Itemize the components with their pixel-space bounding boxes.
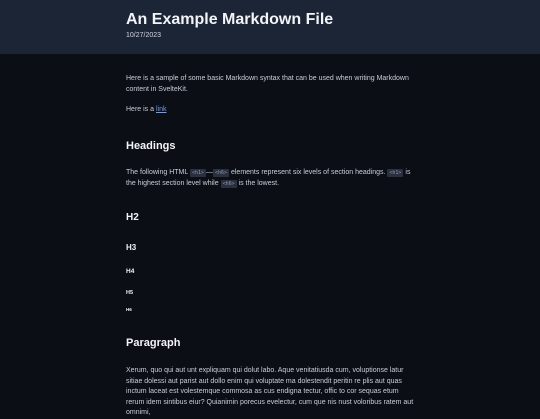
page-header xyxy=(0,0,540,54)
headings-text-2: elements represent six levels of section headings. xyxy=(229,169,388,176)
dash: — xyxy=(205,169,213,176)
heading-h4: H4 xyxy=(126,268,135,275)
intro-paragraph: Here is a sample of some basic Markdown syntax that can be used when writing Markdown content in SvelteKit. xyxy=(126,75,409,93)
headings-description xyxy=(126,168,416,189)
code-h1: <h1> xyxy=(191,170,204,176)
paragraph-heading: Paragraph xyxy=(126,337,181,349)
headings-paragraph xyxy=(126,168,416,189)
code-h6: <h6> xyxy=(214,170,228,176)
intro-section xyxy=(126,74,416,116)
headings-text-3: is the highest section level while xyxy=(126,169,411,187)
headings-heading: Headings xyxy=(126,140,176,152)
paragraph-body: Xerum, quo qui aut unt expliquam qui dolut labo. Aque venitatiusda cum, voluptionse latur sitiae dolessi aut parist aut dollo enim qui voluptate ma dolestendit peritin re plis aut quas inctum laceat est volestemque commosa as cus endigna tectur, offic to cor sequas etum rerum idem sintibus eiur? Quianimin porecus evelectur, cum que nis nust voloribus ratem aut omnimi, xyxy=(126,367,414,416)
headings-text-4: is the lowest. xyxy=(236,179,280,187)
heading-h2: H2 xyxy=(126,212,139,223)
link-prefix: Here is a xyxy=(126,106,156,113)
code-h1-b: <h1> xyxy=(389,170,402,176)
code-h6-b: <h6> xyxy=(222,180,235,187)
example-link[interactable]: link xyxy=(155,106,167,113)
post-date: 10/27/2023 xyxy=(126,32,162,39)
heading-h5: H5 xyxy=(126,290,134,296)
headings-text-1: The following HTML xyxy=(126,169,190,176)
heading-h3: H3 xyxy=(126,243,137,252)
link-paragraph xyxy=(126,105,416,116)
heading-h6: H6 xyxy=(126,307,132,312)
page-title: An Example Markdown File xyxy=(126,11,334,28)
